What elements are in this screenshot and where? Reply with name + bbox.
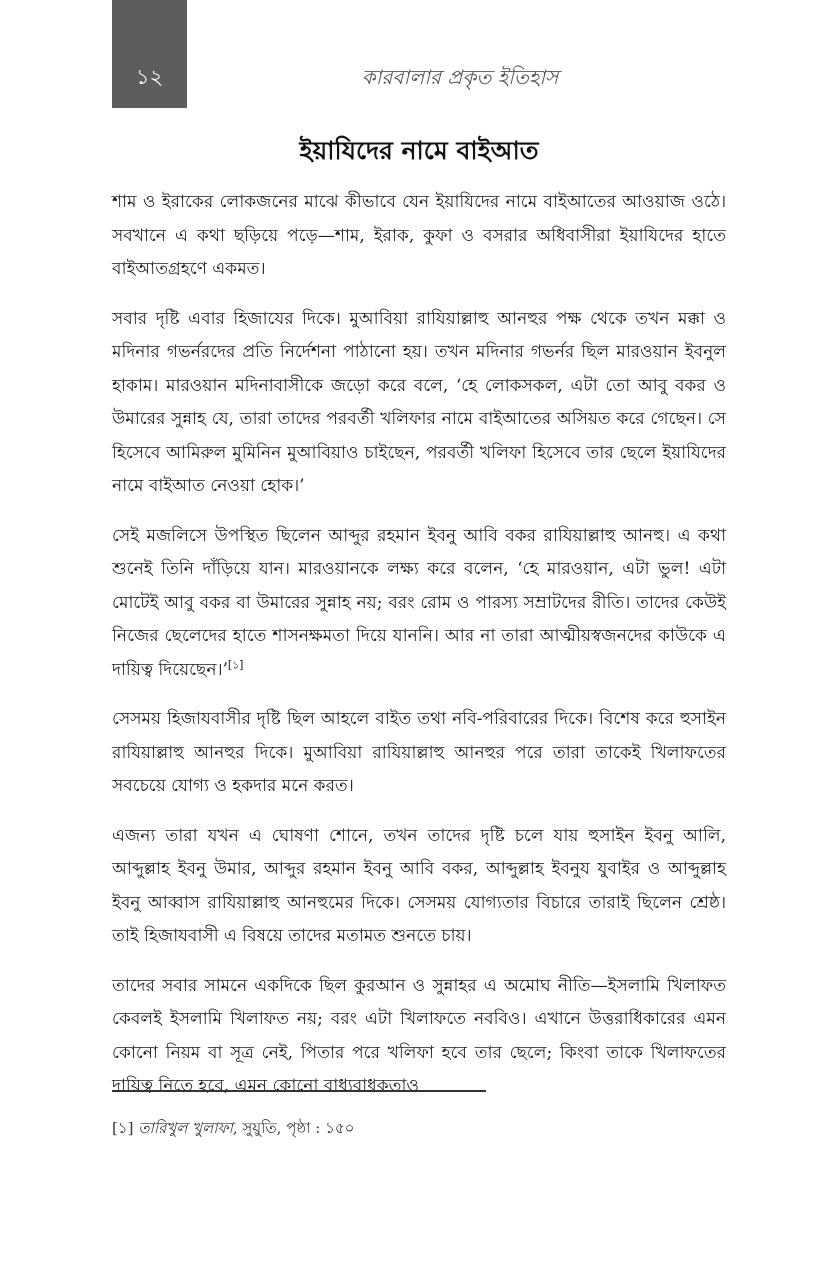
footnote bbox=[112, 1116, 726, 1140]
paragraph: সবার দৃষ্টি এবার হিজাযের দিকে। মুআবিয়া রাযিয়াল্লাহু আনহুর পক্ষ থেকে তখন মক্কা ও মদিনার গভর্নরদের প্রতি নির্দেশনা পাঠানো হয়। তখন মদিনার গভর্নর ছিল মারওয়ান ইবনুল হাকাম। মারওয়ান মদিনাবাসীকে জড়ো করে বলে, ‘হে লোকসকল, এটা তো আবু বকর ও উমারের সুন্নাহ যে, তারা তাদের পরবর্তী খলিফার নামে বাইআতের অসিয়ত করে গেছেন। সে হিসেবে আমিরুল মুমিনিন মুআবিয়াও চাইছেন, পরবর্তী খলিফা হিসেবে তার ছেলে ইয়াযিদের নামে বাইআত নেওয়া হোক।’ bbox=[112, 308, 726, 496]
paragraph: এজন্য তারা যখন এ ঘোষণা শোনে, তখন তাদের দৃষ্টি চলে যায় হুসাইন ইবনু আলি, আব্দুল্লাহ ইবনু উমার, আব্দুর রহমান ইবনু আবি বকর, আব্দুল্লাহ ইবনুয যুবাইর ও আব্দুল্লাহ ইবনু আব্বাস রাযিয়াল্লাহু আনহুমের দিকে। সেসময় যোগ্যতার বিচারে তারাই ছিলেন শ্রেষ্ঠ। তাই হিজাযবাসী এ বিষয়ে তাদের মতামত শুনতে চায়। bbox=[112, 825, 726, 946]
chapter-title: ইয়াযিদের নামে বাইআত bbox=[299, 136, 539, 165]
body-text bbox=[112, 186, 726, 1120]
footnote-reference[interactable]: [১] bbox=[227, 657, 244, 671]
page-number: ১২ bbox=[135, 65, 164, 89]
running-header-title: কারবালার প্রকৃত ইতিহাস bbox=[361, 65, 559, 89]
footnote-marker: [১] bbox=[112, 1119, 134, 1137]
paragraph: শাম ও ইরাকের লোকজনের মাঝে কীভাবে যেন ইয়াযিদের নামে বাইআতের আওয়াজ ওঠে। সবখানে এ কথা ছড়িয়ে পড়ে—শাম, ইরাক, কুফা ও বসরার অধিবাসীরা ইয়াযিদের হাতে বাইআতগ্রহণে একমত। bbox=[112, 192, 726, 279]
paragraph-text: সেই মজলিসে উপস্থিত ছিলেন আব্দুর রহমান ইবনু আবি বকর রাযিয়াল্লাহু আনহু। এ কথা শুনেই তিনি দাঁড়িয়ে যান। মারওয়ানকে লক্ষ্য করে বলেন, ‘হে মারওয়ান, এটা ভুল! এটা মোটেই আবু বকর বা উমারের সুন্নাহ নয়; বরং রোম ও পারস্য সম্রাটদের রীতি। তাদের কেউই নিজের ছেলেদের হাতে শাসনক্ষমতা দিয়ে যাননি। আর না তারা আত্মীয়স্বজনদের কাউকে এ দায়িত্ব দিয়েছেন।’ bbox=[112, 525, 726, 680]
footnote-divider bbox=[112, 1090, 486, 1092]
footnote-source: , সুয়ুতি, পৃষ্ঠা : ১৫০ bbox=[232, 1119, 355, 1137]
paragraph bbox=[112, 520, 726, 688]
paragraph: সেসময় হিজাযবাসীর দৃষ্টি ছিল আহলে বাইত তথা নবি-পরিবারের দিকে। বিশেষ করে হুসাইন রাযিয়াল্লাহু আনহুর দিকে। মুআবিয়া রাযিয়াল্লাহু আনহুর পরে তারা তাকেই খিলাফতের সবচেয়ে যোগ্য ও হকদার মনে করত। bbox=[112, 709, 726, 796]
paragraph: তাদের সবার সামনে একদিকে ছিল কুরআন ও সুন্নাহর এ অমোঘ নীতি—ইসলামি খিলাফত কেবলই ইসলামি খিলাফত নয়; বরং এটা খিলাফতে নববিও। এখানে উত্তরাধিকারের এমন কোনো নিয়ম বা সূত্র নেই, পিতার পরে খলিফা হবে তার ছেলে; কিংবা তাকে খিলাফতের দায়িত্ব নিতে হবে, এমন কোনো বাধ্যবাধকতাও bbox=[112, 975, 726, 1096]
page-number-tab bbox=[112, 0, 187, 108]
footnote-book-title: তারিখুল খুলাফা bbox=[138, 1119, 233, 1137]
